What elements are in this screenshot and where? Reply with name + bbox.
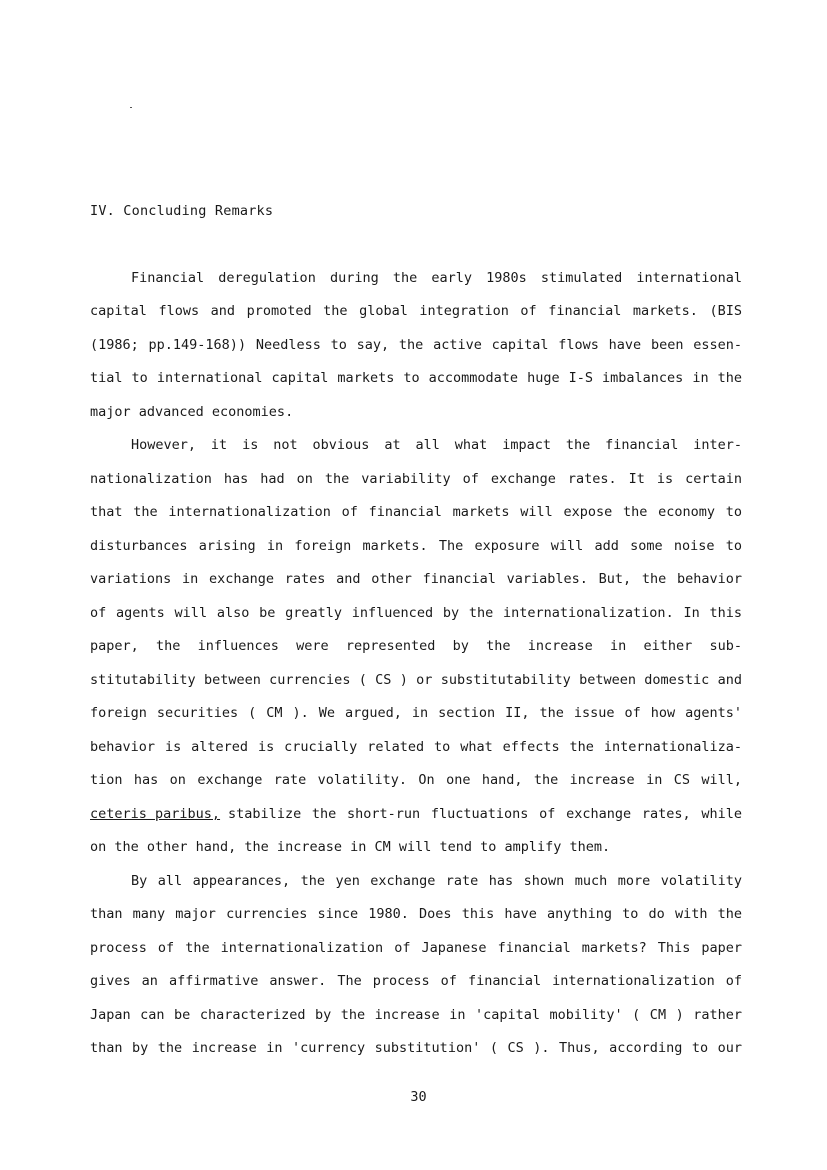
text-line: capital flows and promoted the global integration of financial markets. (BIS bbox=[90, 303, 742, 319]
text-line: major advanced economies. bbox=[90, 404, 294, 420]
text-line: than by the increase in 'currency substitution' ( CS ). Thus, according to our bbox=[90, 1040, 742, 1056]
text-line: nationalization has had on the variability of exchange rates. It is certain bbox=[90, 471, 742, 487]
text-line: (1986; pp.149-168)) Needless to say, the active capital flows have been essen- bbox=[90, 337, 742, 353]
section-heading: IV. Concluding Remarks bbox=[90, 203, 274, 219]
scan-speck bbox=[130, 107, 132, 108]
text-line: that the internationalization of financial markets will expose the economy to bbox=[90, 504, 742, 520]
text-line: disturbances arising in foreign markets. The exposure will add some noise to bbox=[90, 538, 742, 554]
text-line: Japan can be characterized by the increase in 'capital mobility' ( CM ) rather bbox=[90, 1007, 742, 1023]
text-line: tion has on exchange rate volatility. On one hand, the increase in CS will, bbox=[90, 772, 742, 788]
text-line: paper, the influences were represented by the increase in either sub- bbox=[90, 638, 742, 654]
text-line-rest: stabilize the short-run fluctuations of exchange rates, while bbox=[228, 806, 742, 822]
page-number: 30 bbox=[410, 1089, 427, 1105]
text-line: stitutability between currencies ( CS ) or substitutability between domestic and bbox=[90, 672, 742, 688]
text-line: Financial deregulation during the early 1980s stimulated international bbox=[131, 270, 742, 286]
text-line: behavior is altered is crucially related to what effects the internationaliza- bbox=[90, 739, 742, 755]
text-line: By all appearances, the yen exchange rate has shown much more volatility bbox=[131, 873, 742, 889]
ceteris-paribus-phrase: ceteris paribus, bbox=[90, 806, 221, 822]
text-line: foreign securities ( CM ). We argued, in section II, the issue of how agents' bbox=[90, 705, 742, 721]
text-line: variations in exchange rates and other financial variables. But, the behavior bbox=[90, 571, 742, 587]
text-line: However, it is not obvious at all what impact the financial inter- bbox=[131, 437, 742, 453]
text-line: on the other hand, the increase in CM will tend to amplify them. bbox=[90, 839, 611, 855]
text-line: than many major currencies since 1980. Does this have anything to do with the bbox=[90, 906, 742, 922]
text-line: process of the internationalization of Japanese financial markets? This paper bbox=[90, 940, 742, 956]
text-line: of agents will also be greatly influenced by the internationalization. In this bbox=[90, 605, 742, 621]
text-line: tial to international capital markets to accommodate huge I-S imbalances in the bbox=[90, 370, 742, 386]
text-line: gives an affirmative answer. The process of financial internationalization of bbox=[90, 973, 742, 989]
text-line bbox=[90, 804, 742, 824]
